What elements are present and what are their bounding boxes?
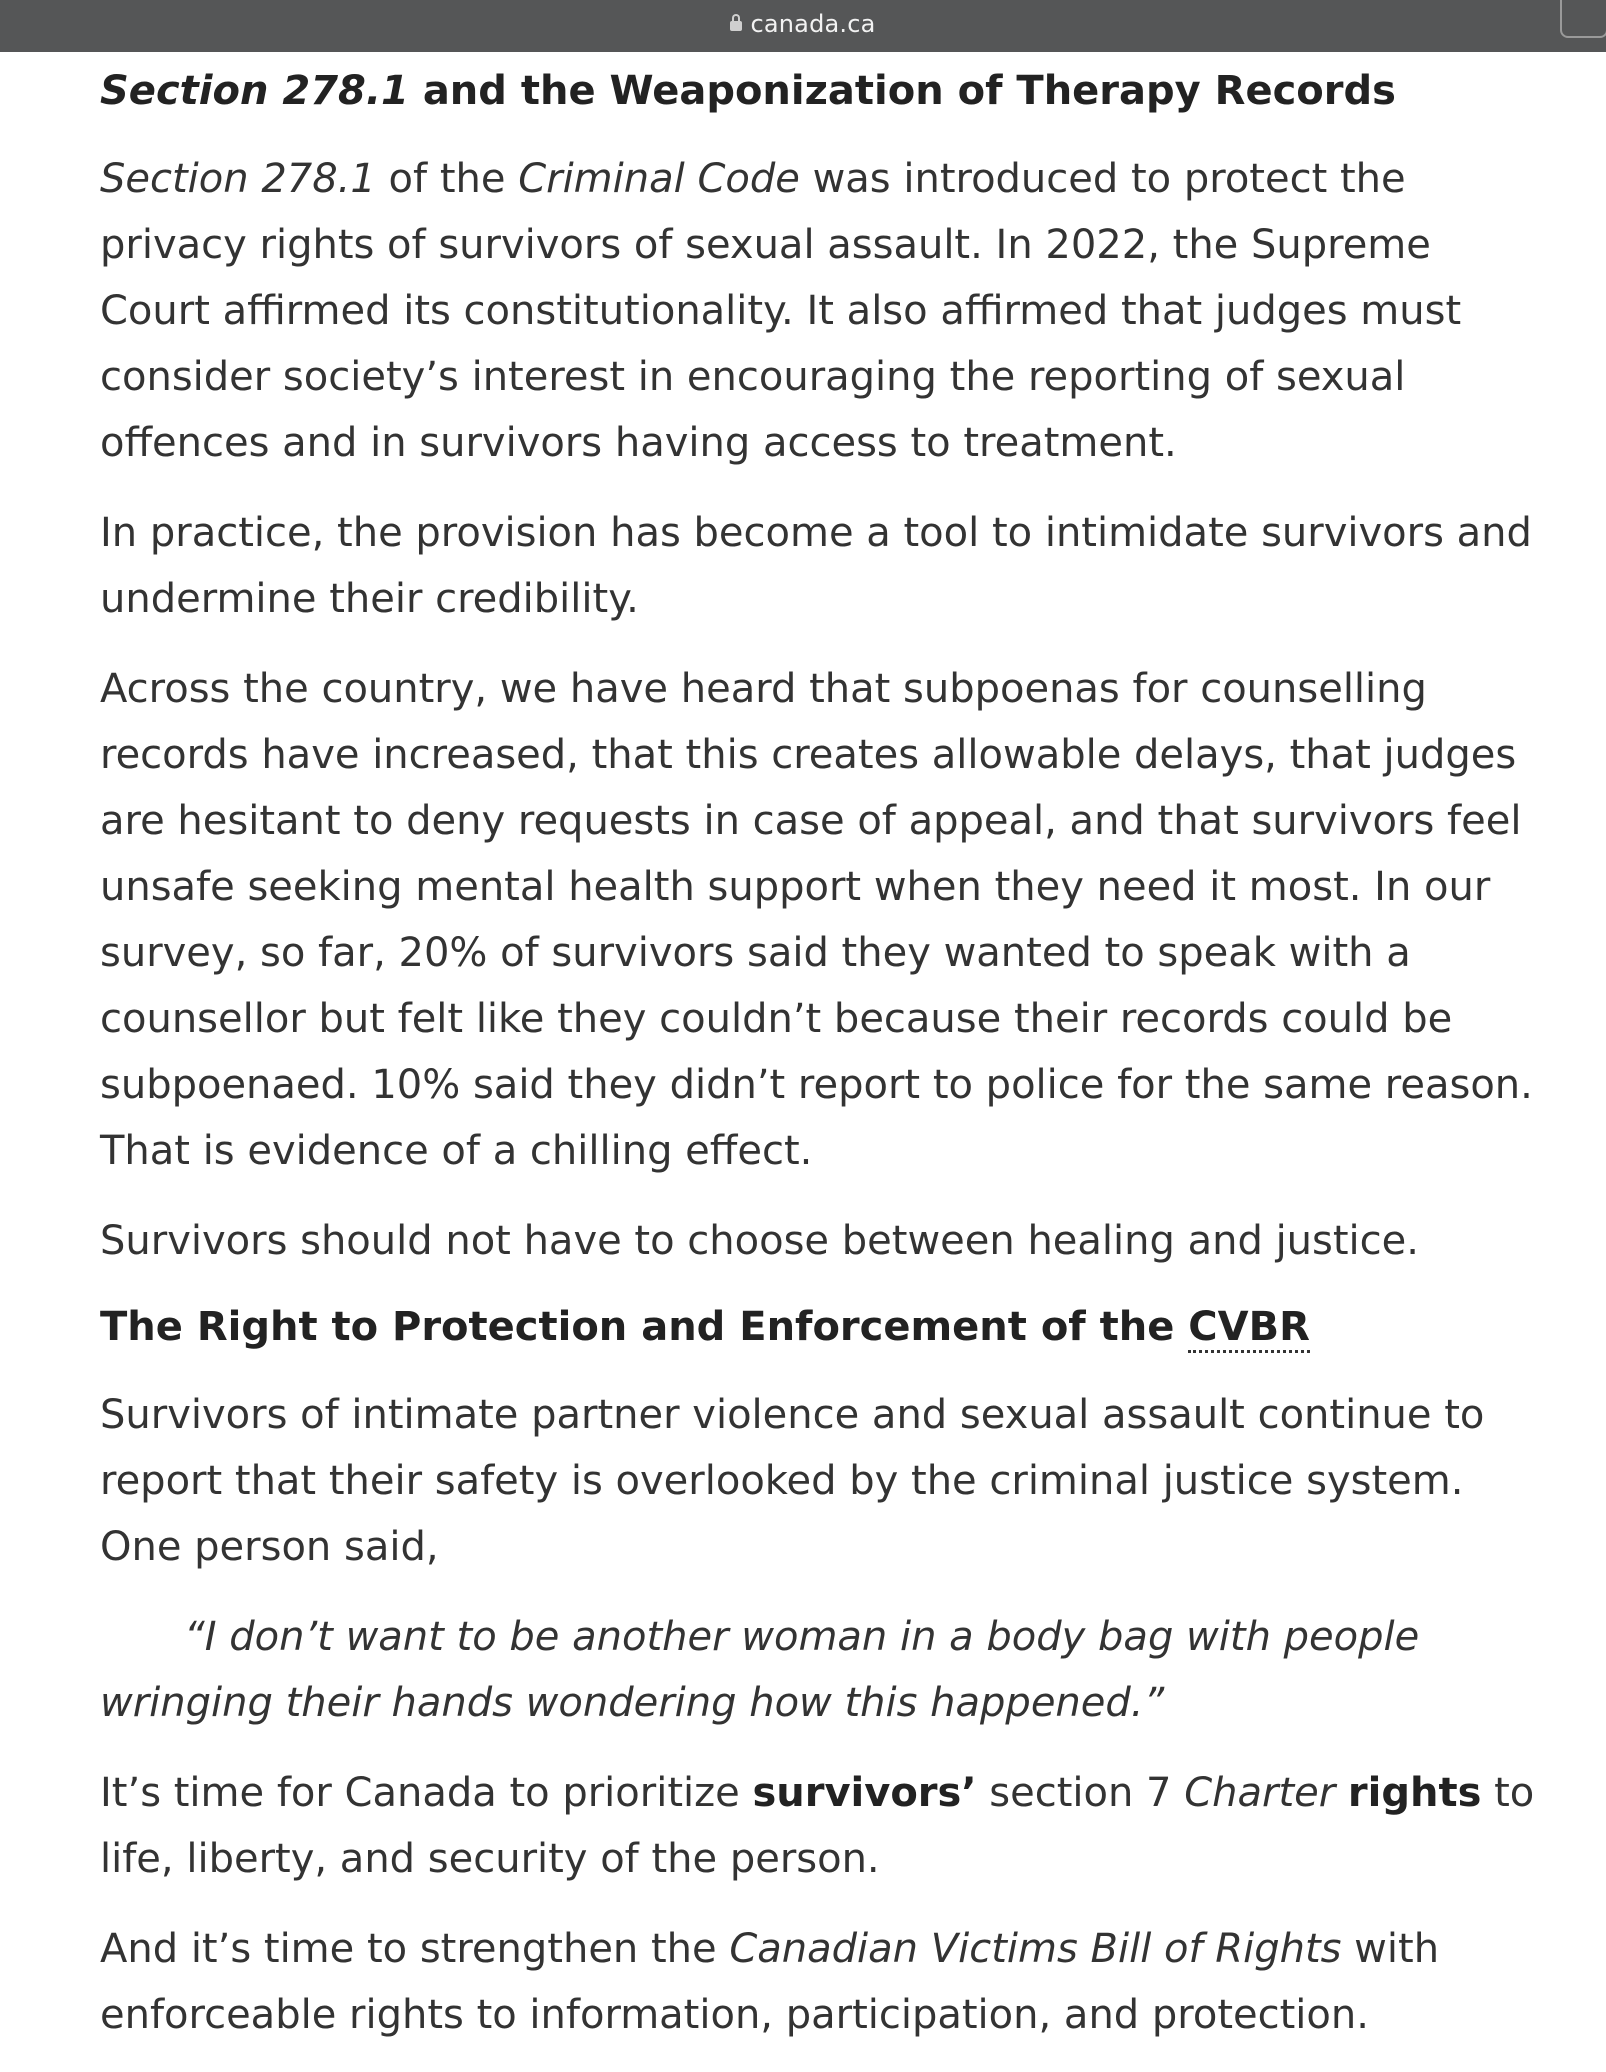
- paragraph-section-278-intro: Section 278.1 of the Criminal Code was introduced to protect the privacy rights of survivors of sexual assault. In 2022, the Supreme Court affirmed its constitutionality. It also affirmed that judges must consider society’s interest in encouraging the reporting of sexual offences and in survivors having access to treatment.: [100, 156, 1462, 466]
- paragraph-healing-justice: Survivors should not have to choose between healing and justice.: [100, 1218, 1419, 1264]
- paragraph-across-country: Across the country, we have heard that subpoenas for counselling records have increased, that this creates allowable delays, that judges are hesitant to deny requests in case of appeal, and that survivors feel unsafe seeking mental health support when they need it most. In our survey, so far, 20% of survivors said they wanted to speak with a counsellor but felt like they couldn’t because their records could be subpoenaed. 10% said they didn’t report to police for the same reason. That is evidence of a chilling effect.: [100, 666, 1533, 1174]
- paragraph-victims-bill: And it’s time to strengthen the Canadian Victims Bill of Rights with enforceable rights to information, participation, and protection.: [100, 1926, 1440, 2038]
- paragraph-charter-rights: It’s time for Canada to prioritize survivors’ section 7 Charter rights to life, liberty, and security of the person.: [100, 1770, 1535, 1882]
- section-heading-278: Section 278.1 and the Weaponization of Therapy Records: [100, 68, 1396, 114]
- url-display[interactable]: [0, 10, 1606, 38]
- paragraph-survivors-ipv: Survivors of intimate partner violence and sexual assault continue to report that their safety is overlooked by the criminal justice system. One person said,: [100, 1392, 1485, 1570]
- url-text: canada.ca: [750, 10, 876, 38]
- browser-address-bar[interactable]: [0, 0, 1606, 52]
- lock-icon: [730, 21, 742, 31]
- article-content: [100, 62, 1550, 2072]
- section-heading-cvbr: The Right to Protection and Enforcement of the CVBR: [100, 1298, 1550, 1356]
- paragraph-in-practice: In practice, the provision has become a tool to intimidate survivors and undermine their credibility.: [100, 510, 1532, 622]
- cvbr-abbreviation[interactable]: CVBR: [1188, 1304, 1310, 1353]
- tabs-icon[interactable]: [1560, 0, 1606, 38]
- survivor-quote: “I don’t want to be another woman in a body bag with people wringing their hands wondering how this happened.”: [100, 1614, 1420, 1726]
